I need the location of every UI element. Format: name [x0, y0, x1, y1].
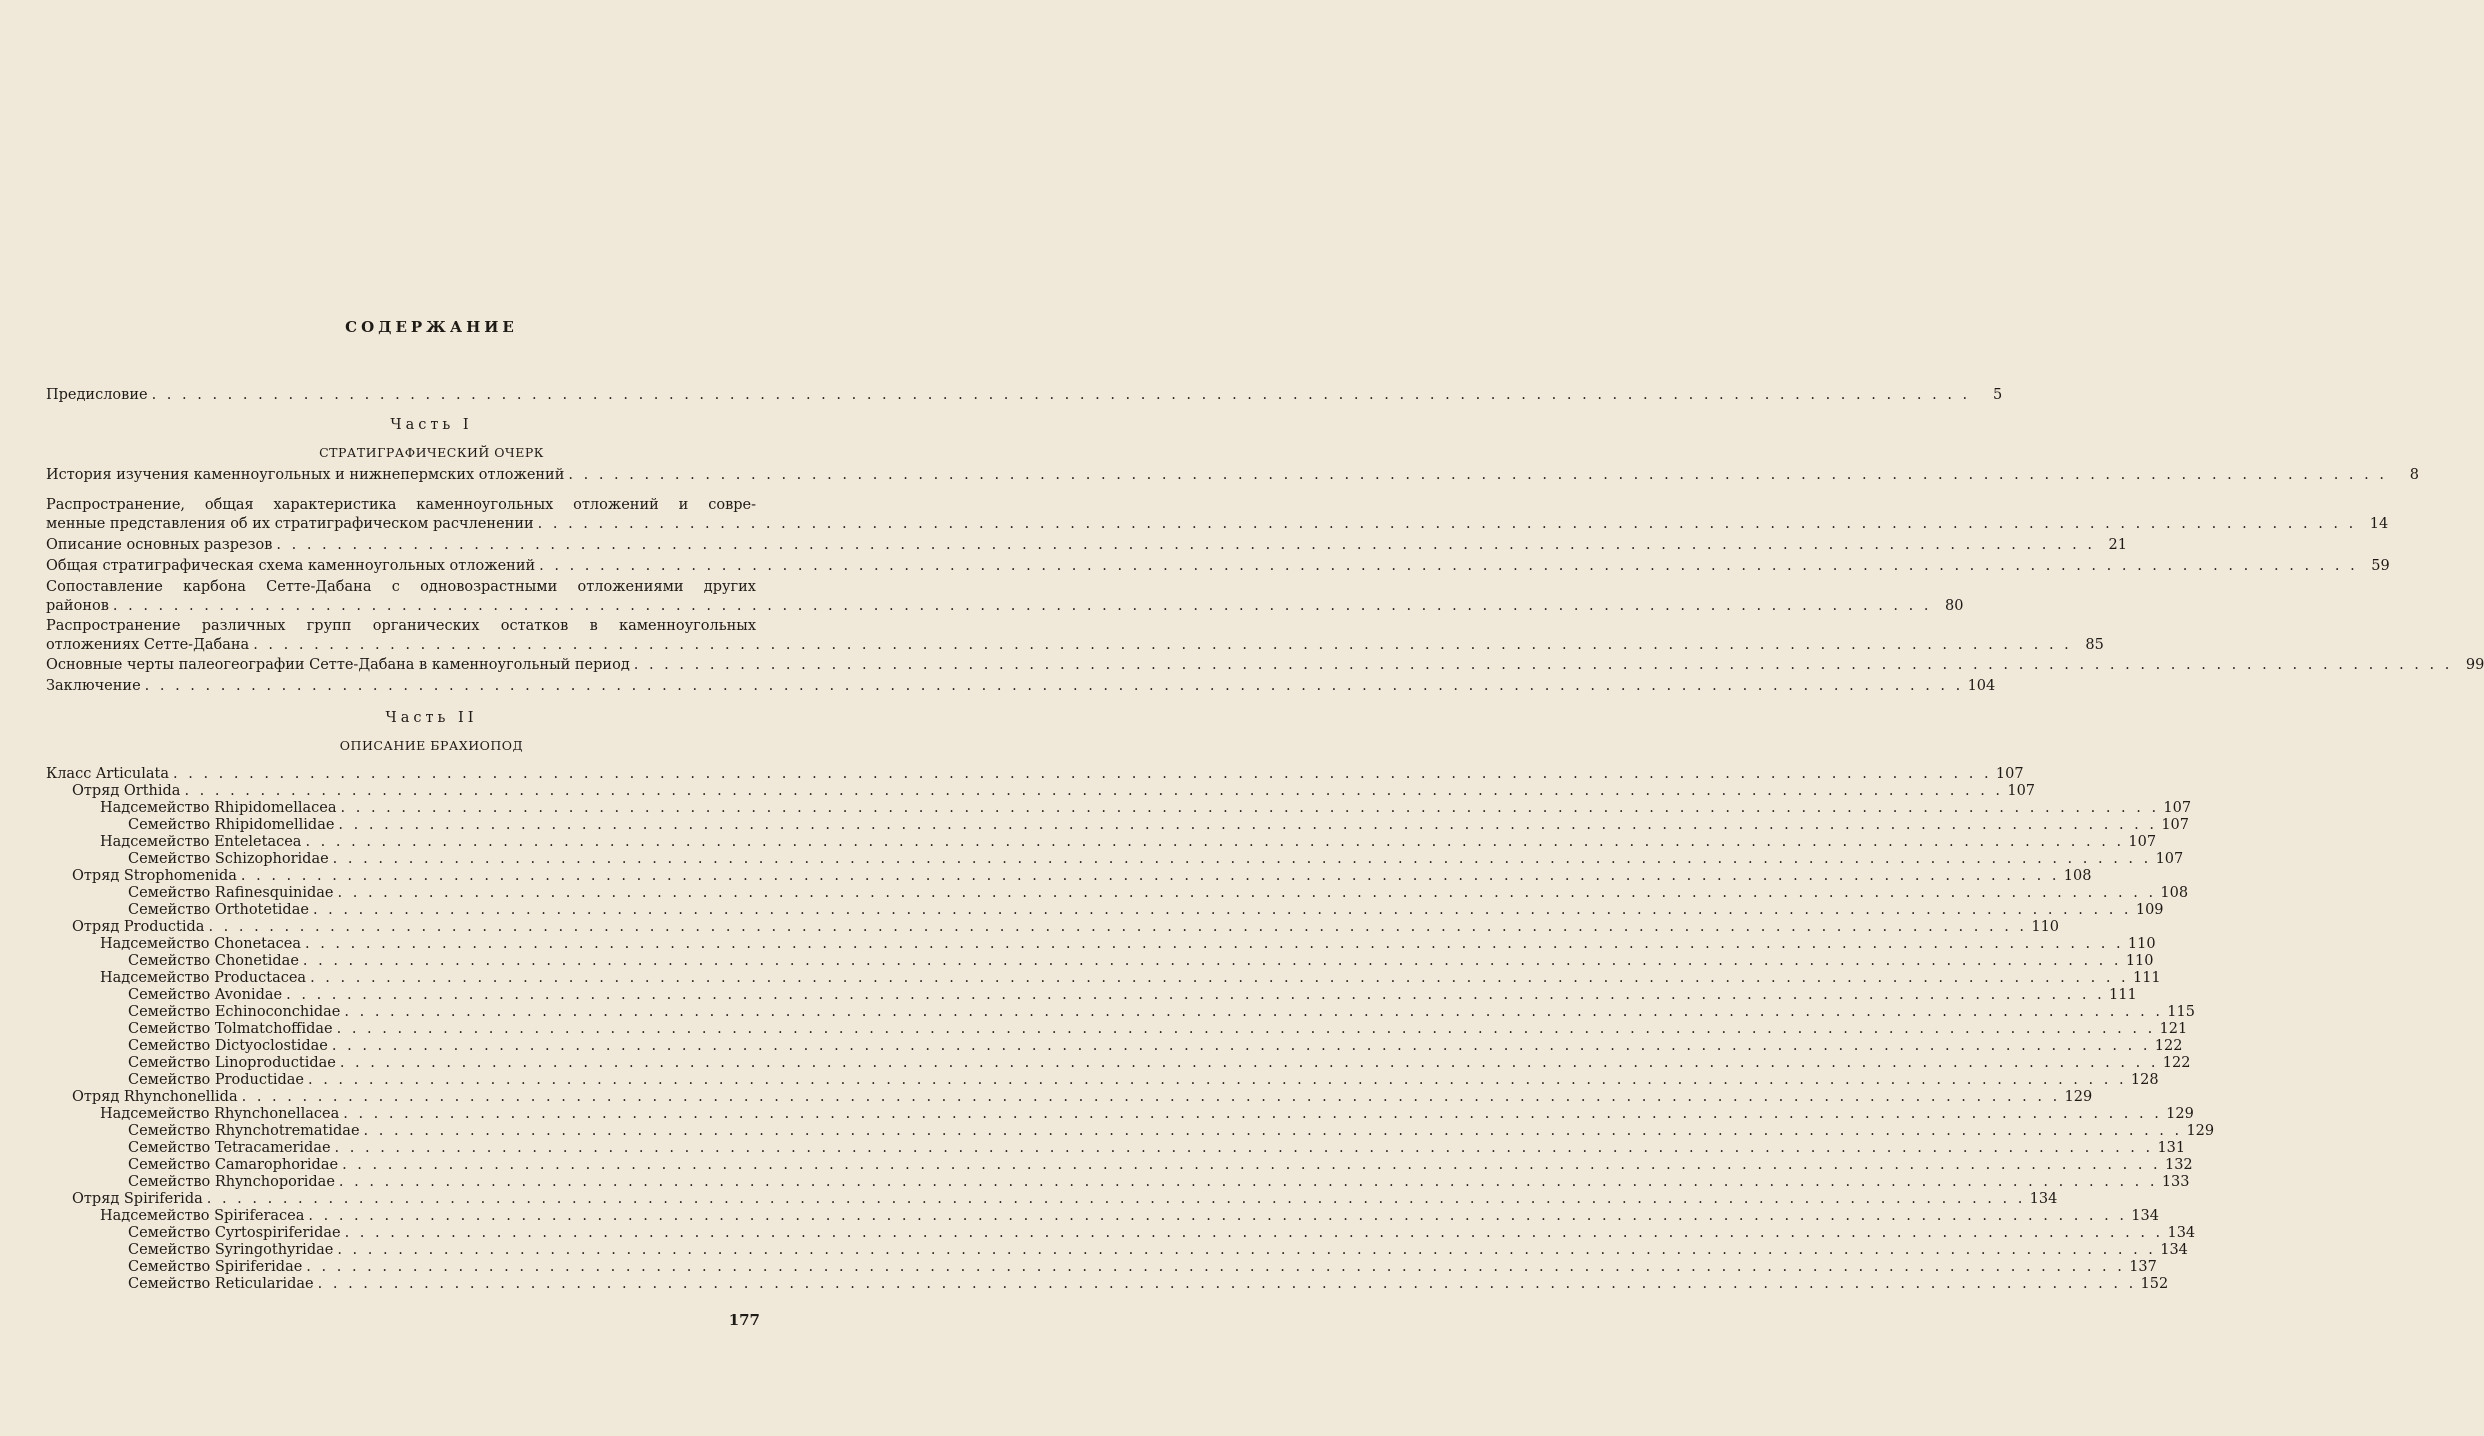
toc-entry-page: 80	[1945, 598, 1964, 614]
toc-entry	[100, 1106, 2194, 1123]
toc-entry-page: 107	[2163, 800, 2192, 816]
toc-entry-label: Семейство Tolmatchoffidae	[128, 1021, 333, 1037]
toc-entry	[128, 1140, 2186, 1157]
toc-entry-label: районов	[46, 598, 109, 614]
dot-leader: . . . . . . . . . . . . . . . . . . . . . . . . . . . . . . . . . . . . . . . . . . . . . . . . . . . . . . . . . . . . . . . . . . . . . . . . . . . . . . . . . . . . . . . . . . . . . . . . . . . . . . . . . . . . . . . . . . . . . . . .	[312, 902, 2132, 918]
toc-entry-line: Распространение, общая характеристика каменноугольных отложений и совре-	[46, 497, 756, 513]
toc-entry	[128, 1038, 2183, 1055]
toc-entry-page: 59	[2371, 558, 2390, 574]
toc-entry-page: 110	[2031, 919, 2060, 935]
toc-entry	[100, 800, 2192, 817]
page-number: 177	[728, 1311, 760, 1329]
toc-entry-page: 115	[2167, 1004, 2195, 1020]
toc-entry-page: 129	[2166, 1106, 2194, 1122]
toc-entry-label: Описание основных разрезов	[46, 537, 273, 553]
toc-entry-page: 107	[2161, 817, 2190, 833]
toc-entry-label: Семейство Reticularidae	[128, 1276, 314, 1292]
dot-leader: . . . . . . . . . . . . . . . . . . . . . . . . . . . . . . . . . . . . . . . . . . . . . . . . . . . . . . . . . . . . . . . . . . . . . . . . . . . . . . . . . . . . . . . . . . . . . . . . . . . . . . . . . . . . . . . . . . . . . . . .	[332, 851, 2152, 867]
toc-entry-page: 109	[2135, 902, 2164, 918]
toc-entry-page: 134	[2131, 1208, 2159, 1224]
toc-entry-line: Сопоставление карбона Сетте-Дабана с одновозрастными отложениями других	[46, 579, 756, 595]
dot-leader: . . . . . . . . . . . . . . . . . . . . . . . . . . . . . . . . . . . . . . . . . . . . . . . . . . . . . . . . . . . . . . . . . . . . . . . . . . . . . . . . . . . . . . . . . . . . . . . . . . . . . . . . . . . . . . . . . . . . . . . .	[241, 1089, 2061, 1105]
toc-entry-label: Семейство Syringothyridae	[128, 1242, 334, 1258]
dot-leader: . . . . . . . . . . . . . . . . . . . . . . . . . . . . . . . . . . . . . . . . . . . . . . . . . . . . . . . . . . . . . . . . . . . . . . . . . . . . . . . . . . . . . . . . . . . . . . . . . . . . . . . . . . . . . . . . . . . . . . . .	[539, 558, 2358, 574]
toc-entry-label: Предисловие	[46, 387, 148, 403]
toc-entry-page: 107	[2155, 851, 2184, 867]
toc-entry	[72, 868, 2092, 885]
toc-entry	[128, 885, 2189, 902]
toc-entry	[128, 1225, 2196, 1242]
toc-entry-page: 129	[2186, 1123, 2215, 1139]
toc-entry	[72, 1089, 2093, 1106]
part-2-heading: Часть II	[385, 710, 478, 726]
dot-leader: . . . . . . . . . . . . . . . . . . . . . . . . . . . . . . . . . . . . . . . . . . . . . . . . . . . . . . . . . . . . . . . . . . . . . . . . . . . . . . . . . . . . . . . . . . . . . . . . . . . . . . . . . . . . . . . . . . . . . . . .	[302, 953, 2122, 969]
part-1-subheading: СТРАТИГРАФИЧЕСКИЙ ОЧЕРК	[319, 445, 544, 460]
toc-entry	[128, 1123, 2215, 1140]
dot-leader: . . . . . . . . . . . . . . . . . . . . . . . . . . . . . . . . . . . . . . . . . . . . . . . . . . . . . . . . . . . . . . . . . . . . . . . . . . . . . . . . . . . . . . . . . . . . . . . . . . . . . . . . . . . . . . . . . . . . . . . .	[568, 467, 2387, 483]
toc-entry-label: отложениях Сетте-Дабана	[46, 637, 250, 653]
toc-entry-page: 8	[2409, 467, 2419, 483]
toc-entry-label: Надсемейство Productacea	[100, 970, 307, 986]
toc-entry	[100, 1208, 2159, 1225]
toc-entry-page: 152	[2140, 1276, 2169, 1292]
toc-entry-label: Надсемейство Rhynchonellacea	[100, 1106, 340, 1122]
toc-entry	[46, 578, 1964, 616]
toc-entry-label: Семейство Echinoconchidae	[128, 1004, 341, 1020]
toc-entry	[100, 834, 2157, 851]
toc-entry-preface	[46, 386, 2003, 405]
toc-entry-label: Семейство Rafinesquinidae	[128, 885, 334, 901]
dot-leader: . . . . . . . . . . . . . . . . . . . . . . . . . . . . . . . . . . . . . . . . . . . . . . . . . . . . . . . . . . . . . . . . . . . . . . . . . . . . . . . . . . . . . . . . . . . . . . . . . . . . . . . . . . . . . . . . . . . . . . . .	[286, 987, 2105, 1003]
toc-entry	[100, 970, 2161, 987]
dot-leader: . . . . . . . . . . . . . . . . . . . . . . . . . . . . . . . . . . . . . . . . . . . . . . . . . . . . . . . . . . . . . . . . . . . . . . . . . . . . . . . . . . . . . . . . . . . . . . . . . . . . . . . . . . . . . . . . . . . . . . . .	[206, 1191, 2026, 1207]
toc-entry-label: Семейство Productidae	[128, 1072, 304, 1088]
toc-entry-label: Семейство Tetracameridae	[128, 1140, 331, 1156]
part-2-subheading: ОПИСАНИЕ БРАХИОПОД	[339, 738, 524, 753]
toc-entry-page: 85	[2085, 637, 2104, 653]
toc-entry-label: Семейство Cyrtospiriferidae	[128, 1225, 341, 1241]
toc-entry-page: 131	[2157, 1140, 2186, 1156]
dot-leader: . . . . . . . . . . . . . . . . . . . . . . . . . . . . . . . . . . . . . . . . . . . . . . . . . . . . . . . . . . . . . . . . . . . . . . . . . . . . . . . . . . . . . . . . . . . . . . . . . . . . . . . . . . . . . . . . . . . . . . . .	[112, 598, 1932, 614]
toc-entry	[72, 919, 2060, 936]
toc-entry-label: Основные черты палеогеографии Сетте-Дабана в каменноугольный период	[46, 657, 630, 673]
page-title: СОДЕРЖАНИЕ	[345, 318, 518, 336]
dot-leader: . . . . . . . . . . . . . . . . . . . . . . . . . . . . . . . . . . . . . . . . . . . . . . . . . . . . . . . . . . . . . . . . . . . . . . . . . . . . . . . . . . . . . . . . . . . . . . . . . . . . . . . . . . . . . . . . . . . . . . . .	[240, 868, 2060, 884]
toc-entry	[128, 987, 2137, 1004]
dot-leader: . . . . . . . . . . . . . . . . . . . . . . . . . . . . . . . . . . . . . . . . . . . . . . . . . . . . . . . . . . . . . . . . . . . . . . . . . . . . . . . . . . . . . . . . . . . . . . . . . . . . . . . . . . . . . . . . . . . . . . . .	[310, 970, 2129, 986]
toc-entry-label: Надсемейство Spiriferacea	[100, 1208, 305, 1224]
dot-leader: . . . . . . . . . . . . . . . . . . . . . . . . . . . . . . . . . . . . . . . . . . . . . . . . . . . . . . . . . . . . . . . . . . . . . . . . . . . . . . . . . . . . . . . . . . . . . . . . . . . . . . . . . . . . . . . . . . . . . . . .	[151, 387, 1971, 403]
toc-entry-label: Семейство Orthotetidae	[128, 902, 309, 918]
toc-entry-page: 111	[2109, 987, 2137, 1003]
toc-entry	[128, 902, 2164, 919]
toc-entry	[46, 766, 2024, 783]
toc-entry-page: 110	[2127, 936, 2156, 952]
toc-entry-label: Семейство Linoproductidae	[128, 1055, 336, 1071]
toc-entry	[46, 677, 1996, 696]
toc-entry-page: 134	[2160, 1242, 2188, 1258]
toc-entry-label: менные представления об их стратиграфическом расчленении	[46, 516, 534, 532]
dot-leader: . . . . . . . . . . . . . . . . . . . . . . . . . . . . . . . . . . . . . . . . . . . . . . . . . . . . . . . . . . . . . . . . . . . . . . . . . . . . . . . . . . . . . . . . . . . . . . . . . . . . . . . . . . . . . . . . . . . . . . . .	[344, 1004, 2163, 1020]
toc-entry	[128, 851, 2184, 868]
toc-entry-label: История изучения каменноугольных и нижнепермских отложений	[46, 467, 565, 483]
toc-entry	[46, 656, 2484, 675]
toc-entry	[128, 1242, 2188, 1259]
part-1-heading: Часть I	[390, 417, 473, 433]
toc-entry-label: Семейство Rhynchoporidae	[128, 1174, 335, 1190]
toc-entry-page: 134	[2029, 1191, 2058, 1207]
dot-leader: . . . . . . . . . . . . . . . . . . . . . . . . . . . . . . . . . . . . . . . . . . . . . . . . . . . . . . . . . . . . . . . . . . . . . . . . . . . . . . . . . . . . . . . . . . . . . . . . . . . . . . . . . . . . . . . . . . . . . . . .	[340, 800, 2160, 816]
toc-entry-label: Семейство Camarophoridae	[128, 1157, 339, 1173]
toc-entry	[46, 466, 2419, 485]
toc-entry	[128, 953, 2154, 970]
dot-leader: . . . . . . . . . . . . . . . . . . . . . . . . . . . . . . . . . . . . . . . . . . . . . . . . . . . . . . . . . . . . . . . . . . . . . . . . . . . . . . . . . . . . . . . . . . . . . . . . . . . . . . . . . . . . . . . . . . . . . . . .	[338, 1174, 2158, 1190]
toc-entry	[128, 1259, 2157, 1276]
dot-leader: . . . . . . . . . . . . . . . . . . . . . . . . . . . . . . . . . . . . . . . . . . . . . . . . . . . . . . . . . . . . . . . . . . . . . . . . . . . . . . . . . . . . . . . . . . . . . . . . . . . . . . . . . . . . . . . . . . . . . . . .	[363, 1123, 2183, 1139]
toc-entry-label: Семейство Rhipidomellidae	[128, 817, 335, 833]
toc-entry-page: 129	[2064, 1089, 2093, 1105]
dot-leader: . . . . . . . . . . . . . . . . . . . . . . . . . . . . . . . . . . . . . . . . . . . . . . . . . . . . . . . . . . . . . . . . . . . . . . . . . . . . . . . . . . . . . . . . . . . . . . . . . . . . . . . . . . . . . . . . . . . . . . . .	[305, 936, 2124, 952]
toc-entry-label: Семейство Dictyoclostidae	[128, 1038, 328, 1054]
dot-leader: . . . . . . . . . . . . . . . . . . . . . . . . . . . . . . . . . . . . . . . . . . . . . . . . . . . . . . . . . . . . . . . . . . . . . . . . . . . . . . . . . . . . . . . . . . . . . . . . . . . . . . . . . . . . . . . . . . . . . . . .	[337, 1242, 2156, 1258]
toc-entry	[128, 1004, 2195, 1021]
toc-entry	[46, 496, 2389, 534]
toc-entry-label: Отряд Orthida	[72, 783, 181, 799]
toc-entry-page: 108	[2160, 885, 2189, 901]
toc-entry-page: 128	[2130, 1072, 2159, 1088]
dot-leader: . . . . . . . . . . . . . . . . . . . . . . . . . . . . . . . . . . . . . . . . . . . . . . . . . . . . . . . . . . . . . . . . . . . . . . . . . . . . . . . . . . . . . . . . . . . . . . . . . . . . . . . . . . . . . . . . . . . . . . . .	[336, 1021, 2156, 1037]
toc-entry	[72, 1191, 2058, 1208]
dot-leader: . . . . . . . . . . . . . . . . . . . . . . . . . . . . . . . . . . . . . . . . . . . . . . . . . . . . . . . . . . . . . . . . . . . . . . . . . . . . . . . . . . . . . . . . . . . . . . . . . . . . . . . . . . . . . . . . . . . . . . . .	[308, 1208, 2127, 1224]
toc-entry-page: 132	[2164, 1157, 2193, 1173]
toc-entry	[128, 1276, 2169, 1293]
toc-entry	[128, 1021, 2188, 1038]
dot-leader: . . . . . . . . . . . . . . . . . . . . . . . . . . . . . . . . . . . . . . . . . . . . . . . . . . . . . . . . . . . . . . . . . . . . . . . . . . . . . . . . . . . . . . . . . . . . . . . . . . . . . . . . . . . . . . . . . . . . . . . .	[337, 885, 2157, 901]
toc-entry	[46, 617, 2104, 655]
dot-leader: . . . . . . . . . . . . . . . . . . . . . . . . . . . . . . . . . . . . . . . . . . . . . . . . . . . . . . . . . . . . . . . . . . . . . . . . . . . . . . . . . . . . . . . . . . . . . . . . . . . . . . . . . . . . . . . . . . . . . . . .	[253, 637, 2072, 653]
dot-leader: . . . . . . . . . . . . . . . . . . . . . . . . . . . . . . . . . . . . . . . . . . . . . . . . . . . . . . . . . . . . . . . . . . . . . . . . . . . . . . . . . . . . . . . . . . . . . . . . . . . . . . . . . . . . . . . . . . . . . . . .	[537, 516, 2357, 532]
toc-entry-label: Семейство Spiriferidae	[128, 1259, 303, 1275]
toc-entry-label: Семейство Rhynchotrematidae	[128, 1123, 360, 1139]
toc-entry-page: 107	[2007, 783, 2036, 799]
toc-entry-page: 133	[2161, 1174, 2190, 1190]
toc-entry-page: 110	[2125, 953, 2154, 969]
toc-entry-label: Общая стратиграфическая схема каменноугольных отложений	[46, 558, 536, 574]
toc-entry	[128, 1072, 2159, 1089]
dot-leader: . . . . . . . . . . . . . . . . . . . . . . . . . . . . . . . . . . . . . . . . . . . . . . . . . . . . . . . . . . . . . . . . . . . . . . . . . . . . . . . . . . . . . . . . . . . . . . . . . . . . . . . . . . . . . . . . . . . . . . . .	[276, 537, 2095, 553]
toc-entry-label: Отряд Strophomenida	[72, 868, 237, 884]
toc-entry-page: 108	[2063, 868, 2092, 884]
dot-leader: . . . . . . . . . . . . . . . . . . . . . . . . . . . . . . . . . . . . . . . . . . . . . . . . . . . . . . . . . . . . . . . . . . . . . . . . . . . . . . . . . . . . . . . . . . . . . . . . . . . . . . . . . . . . . . . . . . . . . . . .	[306, 1259, 2125, 1275]
toc-entry-line: Распространение различных групп органических остатков в каменноугольных	[46, 618, 756, 634]
toc-entry-page: 99	[2465, 657, 2484, 673]
toc-entry-label: Надсемейство Enteletacea	[100, 834, 302, 850]
toc-entry-label: Отряд Rhynchonellida	[72, 1089, 238, 1105]
toc-entry-label: Заключение	[46, 678, 141, 694]
toc-entry-page: 21	[2108, 537, 2127, 553]
toc-entry-page: 107	[2128, 834, 2157, 850]
toc-entry-page: 5	[1992, 387, 2003, 403]
toc-entry-page: 107	[1995, 766, 2024, 782]
dot-leader: . . . . . . . . . . . . . . . . . . . . . . . . . . . . . . . . . . . . . . . . . . . . . . . . . . . . . . . . . . . . . . . . . . . . . . . . . . . . . . . . . . . . . . . . . . . . . . . . . . . . . . . . . . . . . . . . . . . . . . . .	[343, 1106, 2162, 1122]
toc-entry	[46, 557, 2390, 576]
toc-entry-label: Отряд Productida	[72, 919, 205, 935]
dot-leader: . . . . . . . . . . . . . . . . . . . . . . . . . . . . . . . . . . . . . . . . . . . . . . . . . . . . . . . . . . . . . . . . . . . . . . . . . . . . . . . . . . . . . . . . . . . . . . . . . . . . . . . . . . . . . . . . . . . . . . . .	[338, 817, 2158, 833]
dot-leader: . . . . . . . . . . . . . . . . . . . . . . . . . . . . . . . . . . . . . . . . . . . . . . . . . . . . . . . . . . . . . . . . . . . . . . . . . . . . . . . . . . . . . . . . . . . . . . . . . . . . . . . . . . . . . . . . . . . . . . . .	[339, 1055, 2159, 1071]
toc-entry-page: 121	[2159, 1021, 2188, 1037]
dot-leader: . . . . . . . . . . . . . . . . . . . . . . . . . . . . . . . . . . . . . . . . . . . . . . . . . . . . . . . . . . . . . . . . . . . . . . . . . . . . . . . . . . . . . . . . . . . . . . . . . . . . . . . . . . . . . . . . . . . . . . . .	[208, 919, 2028, 935]
toc-entry	[128, 1174, 2190, 1191]
dot-leader: . . . . . . . . . . . . . . . . . . . . . . . . . . . . . . . . . . . . . . . . . . . . . . . . . . . . . . . . . . . . . . . . . . . . . . . . . . . . . . . . . . . . . . . . . . . . . . . . . . . . . . . . . . . . . . . . . . . . . . . .	[173, 766, 1992, 782]
toc-entry-label: Надсемейство Chonetacea	[100, 936, 301, 952]
dot-leader: . . . . . . . . . . . . . . . . . . . . . . . . . . . . . . . . . . . . . . . . . . . . . . . . . . . . . . . . . . . . . . . . . . . . . . . . . . . . . . . . . . . . . . . . . . . . . . . . . . . . . . . . . . . . . . . . . . . . . . . .	[633, 657, 2453, 673]
toc-entry-page: 137	[2129, 1259, 2157, 1275]
toc-entry-label: Семейство Chonetidae	[128, 953, 299, 969]
toc-entry	[46, 536, 2127, 555]
toc-entry-page: 134	[2167, 1225, 2196, 1241]
toc-entry-page: 104	[1967, 678, 1996, 694]
toc-entry	[128, 1055, 2191, 1072]
toc-entry-label: Семейство Avonidae	[128, 987, 283, 1003]
toc-entry-page: 14	[2369, 516, 2389, 532]
toc-entry-page: 111	[2132, 970, 2161, 986]
dot-leader: . . . . . . . . . . . . . . . . . . . . . . . . . . . . . . . . . . . . . . . . . . . . . . . . . . . . . . . . . . . . . . . . . . . . . . . . . . . . . . . . . . . . . . . . . . . . . . . . . . . . . . . . . . . . . . . . . . . . . . . .	[331, 1038, 2151, 1054]
dot-leader: . . . . . . . . . . . . . . . . . . . . . . . . . . . . . . . . . . . . . . . . . . . . . . . . . . . . . . . . . . . . . . . . . . . . . . . . . . . . . . . . . . . . . . . . . . . . . . . . . . . . . . . . . . . . . . . . . . . . . . . .	[317, 1276, 2137, 1292]
toc-entry-label: Отряд Spiriferida	[72, 1191, 203, 1207]
toc-entry	[128, 1157, 2193, 1174]
dot-leader: . . . . . . . . . . . . . . . . . . . . . . . . . . . . . . . . . . . . . . . . . . . . . . . . . . . . . . . . . . . . . . . . . . . . . . . . . . . . . . . . . . . . . . . . . . . . . . . . . . . . . . . . . . . . . . . . . . . . . . . .	[342, 1157, 2161, 1173]
toc-entry-page: 122	[2154, 1038, 2183, 1054]
dot-leader: . . . . . . . . . . . . . . . . . . . . . . . . . . . . . . . . . . . . . . . . . . . . . . . . . . . . . . . . . . . . . . . . . . . . . . . . . . . . . . . . . . . . . . . . . . . . . . . . . . . . . . . . . . . . . . . . . . . . . . . .	[334, 1140, 2154, 1156]
dot-leader: . . . . . . . . . . . . . . . . . . . . . . . . . . . . . . . . . . . . . . . . . . . . . . . . . . . . . . . . . . . . . . . . . . . . . . . . . . . . . . . . . . . . . . . . . . . . . . . . . . . . . . . . . . . . . . . . . . . . . . . .	[144, 678, 1964, 694]
toc-entry	[128, 817, 2190, 834]
dot-leader: . . . . . . . . . . . . . . . . . . . . . . . . . . . . . . . . . . . . . . . . . . . . . . . . . . . . . . . . . . . . . . . . . . . . . . . . . . . . . . . . . . . . . . . . . . . . . . . . . . . . . . . . . . . . . . . . . . . . . . . .	[307, 1072, 2127, 1088]
dot-leader: . . . . . . . . . . . . . . . . . . . . . . . . . . . . . . . . . . . . . . . . . . . . . . . . . . . . . . . . . . . . . . . . . . . . . . . . . . . . . . . . . . . . . . . . . . . . . . . . . . . . . . . . . . . . . . . . . . . . . . . .	[305, 834, 2125, 850]
dot-leader: . . . . . . . . . . . . . . . . . . . . . . . . . . . . . . . . . . . . . . . . . . . . . . . . . . . . . . . . . . . . . . . . . . . . . . . . . . . . . . . . . . . . . . . . . . . . . . . . . . . . . . . . . . . . . . . . . . . . . . . .	[184, 783, 2004, 799]
toc-entry-page: 122	[2162, 1055, 2191, 1071]
toc-entry	[72, 783, 2036, 800]
dot-leader: . . . . . . . . . . . . . . . . . . . . . . . . . . . . . . . . . . . . . . . . . . . . . . . . . . . . . . . . . . . . . . . . . . . . . . . . . . . . . . . . . . . . . . . . . . . . . . . . . . . . . . . . . . . . . . . . . . . . . . . .	[344, 1225, 2164, 1241]
toc-entry-label: Класс Articulata	[46, 766, 170, 782]
toc-entry-label: Надсемейство Rhipidomellacea	[100, 800, 337, 816]
toc-entry-label: Семейство Schizophoridae	[128, 851, 329, 867]
toc-entry	[100, 936, 2156, 953]
